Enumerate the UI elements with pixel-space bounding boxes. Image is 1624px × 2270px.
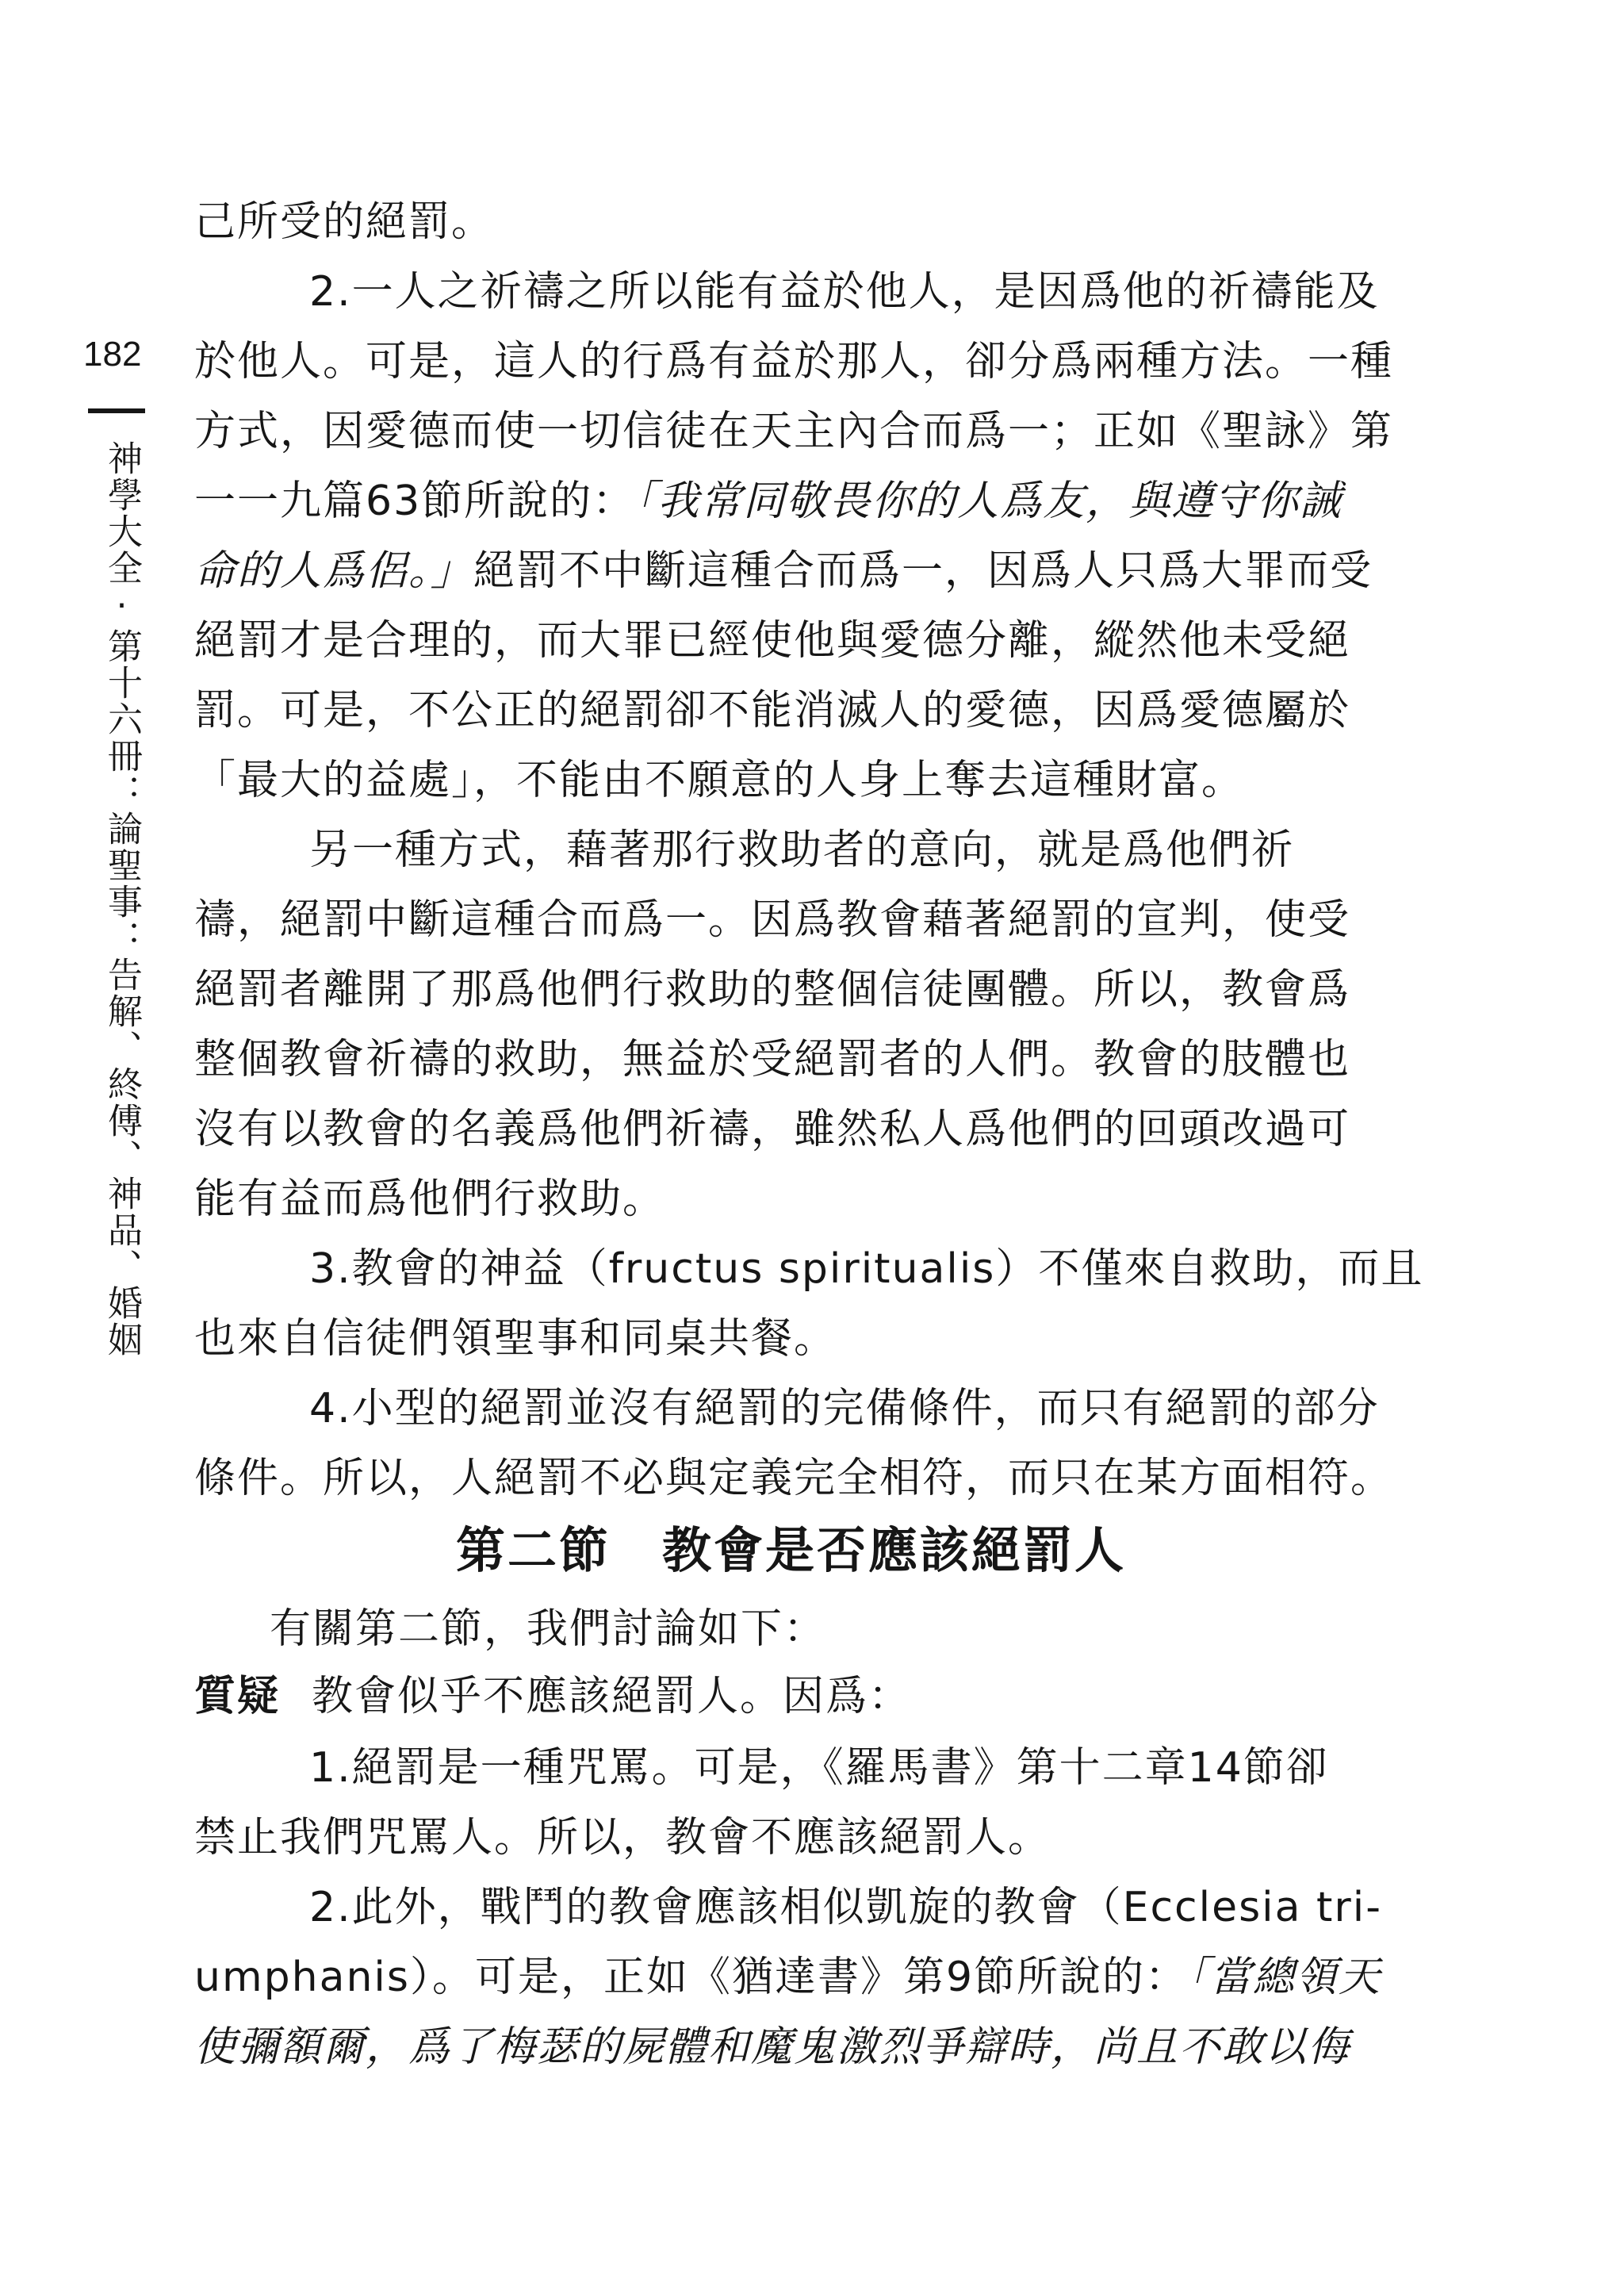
body-line: 絕罰者離開了那爲他們行救助的整個信徒團體。所以，教會爲 (194, 966, 1351, 1014)
section-line-text: umphanis）。可是，正如《猶達書》第9節所說的： (194, 1954, 1189, 2001)
page-number: 182 (83, 335, 142, 374)
scripture-quote: 命的人爲侶。」 (194, 547, 474, 595)
body-line: 絕罰才是合理的，而大罪已經使他與愛德分離，縱然他未受絕 (194, 617, 1351, 665)
body-line: 方式，因愛德而使一切信徒在天主內合而爲一；正如《聖詠》第 (194, 408, 1394, 455)
body-line: 也來自信徒們領聖事和同桌共餐。 (194, 1315, 837, 1363)
body-line: 「最大的益處」，不能由不願意的人身上奪去這種財富。 (194, 757, 1245, 804)
page-number-rule (88, 408, 145, 413)
body-line: 罰。可是，不公正的絕罰卻不能消滅人的愛德，因爲愛德屬於 (194, 687, 1351, 734)
body-line-text: 一一九篇63節所說的： (194, 477, 636, 525)
body-line: 禱，絕罰中斷這種合而爲一。因爲教會藉著絕罰的宣判，使受 (194, 896, 1351, 944)
section-line: 1.絕罰是一種咒罵。可是，《羅馬書》第十二章14節卻 (309, 1744, 1329, 1792)
objection-label: 質疑 (194, 1673, 281, 1720)
body-line: 條件。所以，人絕罰不必與定義完全相符，而只在某方面相符。 (194, 1455, 1394, 1502)
body-line: 己所受的絕罰。 (194, 198, 495, 246)
objection-text: 教會似乎不應該絕罰人。因爲： (312, 1673, 912, 1720)
scripture-quote: 「當總領天 (1188, 1954, 1382, 2001)
scripture-quote-line: 使彌額爾，爲了梅瑟的屍體和魔鬼激烈爭辯時，尚且不敢以侮 (194, 2023, 1351, 2071)
body-line: 另一種方式，藉著那行救助者的意向，就是爲他們祈 (309, 826, 1295, 874)
body-line: 2.一人之祈禱之所以能有益於他人，是因爲他的祈禱能及 (309, 268, 1380, 316)
running-title: 神學大全‧第十六冊：論聖事：告解、終傅、神品、婚姻 (102, 440, 142, 1358)
scripture-quote: 「我常同敬畏你的人爲友，與遵守你誡 (635, 477, 1343, 525)
section-intro: 有關第二節，我們討論如下： (270, 1605, 827, 1653)
body-line: 4.小型的絕罰並沒有絕罰的完備條件，而只有絕罰的部分 (309, 1385, 1380, 1432)
section-line: 禁止我們咒罵人。所以，教會不應該絕罰人。 (194, 1814, 1051, 1862)
body-line: 沒有以教會的名義爲他們祈禱，雖然私人爲他們的回頭改過可 (194, 1106, 1351, 1153)
body-line: 3.教會的神益（fructus spiritualis）不僅來自救助，而且 (309, 1245, 1424, 1293)
section-line (194, 1942, 1381, 2012)
section-line: 2.此外，戰鬥的教會應該相似凱旋的教會（Ecclesia tri- (309, 1884, 1383, 1931)
body-line: 於他人。可是，這人的行爲有益於那人，卻分爲兩種方法。一種 (194, 338, 1394, 385)
body-line: 能有益而爲他們行救助。 (194, 1175, 666, 1223)
section-heading: 第二節 教會是否應該絕罰人 (456, 1521, 1127, 1579)
objection-line (194, 1662, 911, 1731)
body-line (194, 536, 1373, 606)
body-line (194, 466, 1342, 536)
body-line-text: 絕罰不中斷這種合而爲一，因爲人只爲大罪而受 (473, 547, 1373, 595)
body-line: 整個教會祈禱的救助，無益於受絕罰者的人們。教會的肢體也 (194, 1036, 1351, 1083)
